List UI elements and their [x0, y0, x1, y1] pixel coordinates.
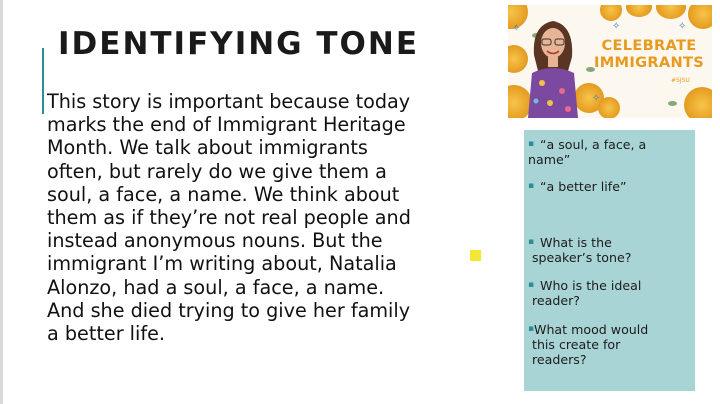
body-text-segment: marks the end of Immigrant Heritage	[47, 113, 406, 137]
highlighted-text: a soul, a face, a name.	[165, 275, 385, 299]
body-text-segment: them as if they’re	[47, 206, 224, 230]
highlighted-text: anonymous	[123, 229, 236, 253]
body-line	[47, 252, 472, 275]
body-text-segment: because today	[263, 90, 411, 113]
body-line	[47, 160, 472, 183]
slide-edge	[0, 0, 3, 404]
body-text-segment: Month. We talk about immigrants	[47, 136, 368, 160]
note-item: What mood would this create for readers?	[532, 322, 649, 367]
sjsu-tag: #SJSU	[671, 77, 690, 84]
body-text-segment: . We think about	[241, 182, 400, 206]
body-line	[47, 276, 472, 299]
body-text-segment: nouns. But the	[235, 229, 383, 253]
highlight-mark	[470, 250, 481, 261]
accent-line	[42, 48, 44, 114]
note-item: What is the speaker’s tone?	[532, 235, 632, 265]
body-text-segment: often, but rarely do we give them a	[47, 159, 387, 183]
celebrate-immigrants-text: CELEBRATE IMMIGRANTS	[594, 37, 705, 71]
bullet-icon: ▪	[528, 280, 535, 290]
body-line	[47, 113, 472, 136]
body-line	[47, 229, 472, 252]
note-item: “a soul, a face, a name”	[528, 137, 647, 167]
bullet-icon: ▪	[528, 237, 535, 247]
body-text-segment: a better life.	[47, 322, 166, 346]
bullet-icon: ▪	[528, 324, 535, 334]
body-line	[47, 90, 472, 113]
highlighted-text: soul, a face, a name	[47, 182, 242, 206]
body-line	[47, 322, 472, 345]
body-line	[47, 206, 472, 229]
body-text-segment: real people and	[255, 206, 411, 230]
notes-box	[524, 130, 695, 391]
highlighted-text: not	[223, 206, 256, 230]
bullet-icon: ▪	[528, 139, 535, 149]
note-item: “a better life”	[540, 179, 627, 194]
highlighted-text: important	[168, 90, 264, 113]
note-item: Who is the ideal reader?	[532, 278, 642, 308]
body-line	[47, 299, 472, 322]
body-text-segment: instead	[47, 229, 124, 253]
body-text-segment: This story is	[47, 90, 169, 113]
body-text-segment: Alonzo, had	[47, 275, 166, 299]
celebrate-immigrants-image: ✧ ✧ ✧ ✧ CELEBRATE IMMIGRANTS #SJSU	[508, 5, 712, 118]
body-text-segment: immigrant I’m writing about, Natalia	[47, 252, 397, 276]
body-line	[47, 136, 472, 159]
body-text	[47, 90, 472, 345]
bullet-icon: ▪	[528, 181, 535, 191]
body-line	[47, 183, 472, 206]
slide-title: IDENTIFYING TONE	[58, 26, 420, 62]
body-text-segment: And she died trying to give her family	[47, 298, 411, 322]
person-portrait-icon	[524, 11, 582, 118]
